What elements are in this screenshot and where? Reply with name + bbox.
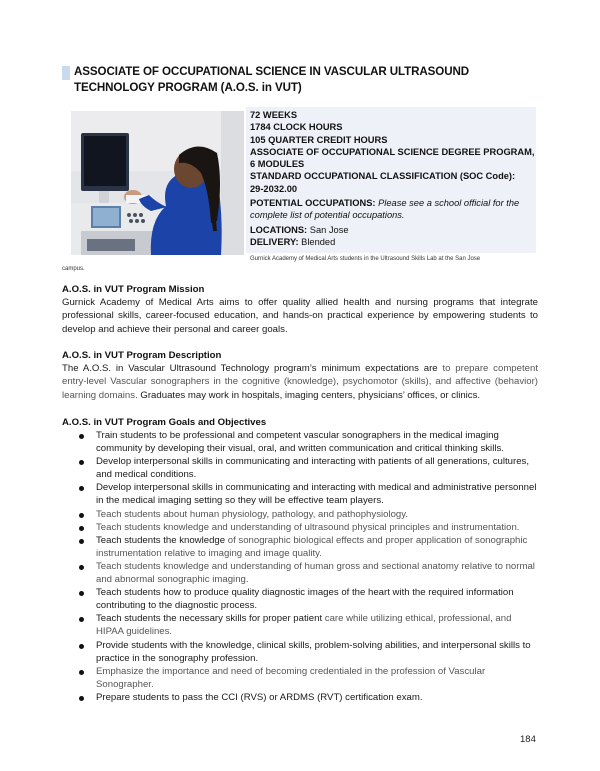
goal-text-gray: Emphasize the importance and need of becoming credentialed in the profession of Vascular Sonographer. [96,665,486,690]
goal-text: Develop interpersonal skills in communicating and interacting with patients of all generations, cultures, and medical conditions. [96,456,530,481]
program-modules: 6 MODULES [250,159,305,170]
mission-section [62,283,538,336]
goal-item [62,481,538,507]
mission-text: Gurnick Academy of Medical Arts aims to offer quality allied health and nursing programs that integrate professional skills, career-focused education, and hands-on practical experience by empowering students to develop and achieve their personal and career goals. [62,297,538,335]
locations-value: San Jose [309,224,349,235]
goal-text-gray: Teach students about human physiology, pathology, and pathophysiology. [96,508,409,520]
bullet-icon [79,539,84,544]
bullet-icon [79,565,84,570]
goals-section [62,416,538,704]
goal-text: Train students to be professional and competent vascular sonographers in the medical imaging community by developing their visual, oral, and written communication and critical thinking skills. [96,430,504,455]
program-info [250,109,536,248]
goal-item [62,586,538,612]
bullet-icon [79,434,84,439]
program-weeks: 72 WEEKS [250,110,298,120]
goal-item [62,665,538,691]
bullet-icon [79,644,84,649]
description-text [62,362,538,402]
ultrasound-lab-photo [71,111,244,255]
locations-label: LOCATIONS: [250,224,308,235]
program-degree: ASSOCIATE OF OCCUPATIONAL SCIENCE DEGREE PROGRAM, [250,146,535,157]
goal-text-gray: Teach students knowledge and understanding of ultrasound physical principles and instrumentation. [96,521,520,533]
bullet-icon [79,526,84,531]
bullet-icon [79,591,84,596]
goal-text: Teach students how to produce quality diagnostic images of the heart with the required information contributing to the diagnostic process. [96,587,514,612]
bullet-icon [79,696,84,701]
occupations-label: POTENTIAL OCCUPATIONS: [250,198,376,209]
goal-text-gray: care while utilizing ethical, professional, and HIPAA guidelines. [96,613,512,638]
potential-occupations [250,197,536,222]
photo-caption: Gurnick Academy of Medical Arts students in the Ultrasound Skills Lab at the San Jose [250,256,481,262]
goal-text: Provide students with the knowledge, clinical skills, problem-solving abilities, and interpersonal skills to practice in the sonography profession. [96,639,531,664]
description-text-part2: to prepare competent entry-level Vascular sonographers in the cognitive (knowledge), psychomotor (skills), and affective (behavior) learning domains. [62,363,538,401]
goal-text: Teach students the necessary skills for proper patient [96,613,323,625]
delivery-value: Blended [301,236,336,247]
goals-heading: A.O.S. in VUT Program Goals and Objectives [62,417,267,428]
goal-item [62,612,538,638]
goal-text: Teach students the knowledge [96,534,226,546]
bullet-icon [79,460,84,465]
delivery [250,236,536,248]
goal-item [62,560,538,586]
page-number: 184 [520,734,536,745]
goal-item [62,534,538,560]
goal-item [62,508,538,521]
goal-item [62,521,538,534]
occupations-value: Please see a school official for the complete list of potential occupations. [250,198,520,221]
bullet-icon [79,617,84,622]
description-section [62,349,538,402]
bullet-icon [79,486,84,491]
program-title: ASSOCIATE OF OCCUPATIONAL SCIENCE IN VASCULAR ULTRASOUND TECHNOLOGY PROGRAM (A.O.S. in VUT) [74,65,470,94]
description-heading: A.O.S. in VUT Program Description [62,350,222,361]
goal-text: Develop interpersonal skills in communicating and interacting with medical and administrative personnel in the medical imaging setting so they will be effective team players. [96,482,537,507]
soc-label: STANDARD OCCUPATIONAL CLASSIFICATION (SOC Code): [250,171,516,182]
program-clock-hours: 1784 CLOCK HOURS [250,122,343,133]
goal-item [62,455,538,481]
bullet-icon [79,670,84,675]
goal-item [62,691,538,704]
delivery-label: DELIVERY: [250,236,299,247]
description-text-part3: Graduates may work in hospitals, imaging centers, physicians’ offices, or clinics. [137,389,481,401]
title-accent-bar [62,66,70,80]
goals-list [62,429,538,704]
description-text-part1: The A.O.S. in Vascular Ultrasound Technology program’s minimum expectations are [62,363,438,374]
locations [250,224,536,236]
goal-item [62,639,538,665]
goal-text: Prepare students to pass the CCI (RVS) or ARDMS (RVT) certification exam. [96,691,423,703]
photo-caption-continued: campus. [62,266,85,272]
mission-heading: A.O.S. in VUT Program Mission [62,284,205,295]
program-credit-hours: 105 QUARTER CREDIT HOURS [250,134,388,145]
photo-illustration-icon [71,111,244,255]
bullet-icon [79,513,84,518]
goal-text-gray: Teach students knowledge and understanding of human gross and sectional anatomy relative to normal and abnormal sonographic imaging. [96,560,535,586]
soc-code: 29-2032.00 [250,183,298,194]
goal-item [62,429,538,455]
program-title-block [62,64,542,96]
goal-text-gray: of sonographic biological effects and proper application of sonographic instrumentation relative to imaging and image quality. [96,534,528,559]
